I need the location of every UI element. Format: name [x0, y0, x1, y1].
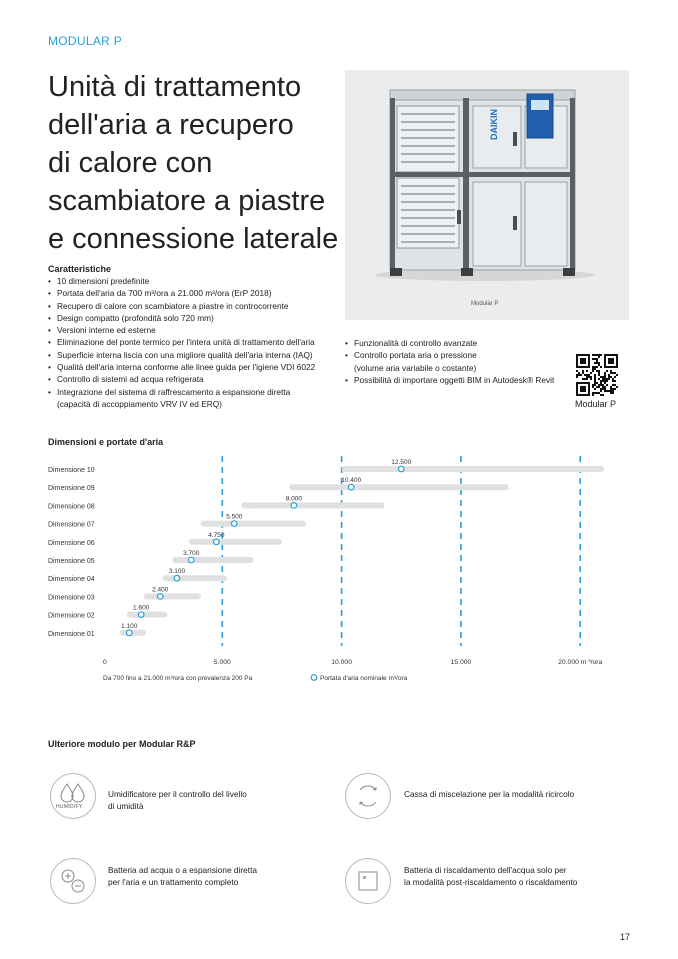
- module-text-line: Batteria ad acqua o a espansione diretta: [108, 865, 257, 875]
- nominal-label: 10.400: [341, 477, 362, 485]
- feature-item: • 10 dimensioni predefinite: [48, 275, 315, 287]
- category-label: Dimensione 01: [48, 630, 95, 638]
- nominal-label: 2.400: [152, 586, 169, 594]
- features-title: Caratteristiche: [48, 264, 112, 274]
- nominal-label: 1.100: [121, 622, 138, 630]
- nominal-label: 4.750: [208, 531, 225, 539]
- module-text-line: di umidità: [108, 801, 144, 812]
- legend-label: Portata d'aria nominale m³/ora: [320, 675, 408, 682]
- photo-caption: Modular P: [471, 301, 499, 307]
- humidify-icon-label: HUMIDIFY: [56, 804, 83, 810]
- module-text-line: Umidificatore per il controllo del livello: [108, 789, 247, 799]
- chart-title: Dimensioni e portate d'aria: [48, 437, 164, 447]
- feature-item: • Versioni interne ed esterne: [48, 324, 315, 336]
- legend-marker: [311, 675, 317, 681]
- nominal-point: [231, 521, 237, 527]
- plus-minus-icon: [50, 858, 96, 904]
- nominal-point: [126, 630, 132, 636]
- module-description: [404, 864, 634, 889]
- title-line: e connessione laterale: [48, 223, 339, 255]
- feature-item: • Controllo portata aria o pressione: [345, 349, 554, 361]
- x-tick-label: 0: [103, 659, 107, 666]
- nominal-point: [348, 484, 354, 490]
- nominal-label: 3.700: [183, 550, 200, 557]
- range-bar: [241, 502, 384, 508]
- feature-item: • Qualità dell'aria interna conforme alle linee guida per l'igiene VDI 6022: [48, 361, 315, 373]
- range-bar: [120, 630, 146, 636]
- module-description: [108, 788, 298, 813]
- category-label: Dimensione 06: [48, 539, 95, 547]
- heater-icon: [345, 858, 391, 904]
- range-bar: [201, 521, 306, 527]
- page-number: 17: [620, 932, 631, 942]
- feature-item: • Possibilità di importare oggetti BIM in Autodesk® Revit: [345, 374, 554, 386]
- category-label: Dimensione 07: [48, 521, 95, 529]
- range-bar: [189, 539, 282, 545]
- nominal-point: [291, 503, 297, 509]
- range-bar: [144, 593, 201, 599]
- title-line: Unità di trattamento: [48, 71, 302, 103]
- qr-code-icon[interactable]: [576, 354, 618, 396]
- feature-item-continuation: (volume aria variabile o costante): [354, 362, 477, 373]
- nominal-label: 8.000: [285, 495, 303, 503]
- range-bar: [163, 575, 227, 581]
- category-label: Dimensione 04: [48, 576, 95, 584]
- feature-item: • Funzionalità di controllo avanzate: [345, 337, 554, 349]
- features-list-left: [48, 275, 315, 410]
- module-text-line: per l'aria e un trattamento completo: [108, 877, 239, 888]
- feature-item: • Eliminazione del ponte termico per l'intera unità di trattamento dell'aria: [48, 336, 315, 348]
- nominal-point: [157, 594, 163, 600]
- feature-item: • Recupero di calore con scambiatore a piastre in controcorrente: [48, 300, 315, 312]
- feature-item: • Superficie interna liscia con una migliore qualità dell'aria interna (IAQ): [48, 349, 315, 361]
- module-description: [404, 788, 624, 800]
- nominal-label: 1.600: [133, 604, 150, 612]
- range-bar: [289, 484, 509, 490]
- range-bar: [127, 612, 168, 618]
- module-text-line: Batteria di riscaldamento dell'acqua solo per: [404, 865, 567, 875]
- title-line: di calore con: [48, 147, 213, 179]
- category-label: Dimensione 09: [48, 485, 95, 493]
- features-list-right: [345, 337, 554, 386]
- x-tick-label: 15.000: [450, 659, 472, 666]
- feature-item: • Controllo di sistemi ad acqua refrigerata: [48, 373, 315, 385]
- feature-item: • Design compatto (profondità solo 720 mm): [48, 312, 315, 324]
- nominal-point: [174, 575, 180, 581]
- module-description: [108, 864, 298, 889]
- x-tick-label: 5.000: [213, 659, 231, 666]
- feature-item-continuation: (capacità di accoppiamento VRV IV ed ERQ): [57, 398, 222, 409]
- airflow-range-chart: [0, 448, 678, 688]
- svg-text:DAIKIN: DAIKIN: [489, 109, 499, 140]
- module-text-line: la modalità post-riscaldamento o riscaldamento: [404, 877, 578, 888]
- title-line: dell'aria a recupero: [48, 109, 294, 141]
- nominal-label: 3.100: [168, 568, 186, 576]
- nominal-point: [138, 612, 144, 618]
- legend-label: Da 700 fino a 21.000 m³/ora con prevalenza 200 Pa: [103, 675, 253, 682]
- humidify-icon: [50, 773, 96, 819]
- product-photo: [345, 70, 629, 320]
- category-label: Dimensione 03: [48, 594, 95, 602]
- category-label: Dimensione 10: [48, 467, 95, 474]
- range-bar: [172, 557, 253, 563]
- recirculation-icon: [345, 773, 391, 819]
- nominal-point: [188, 557, 194, 563]
- nominal-label: 12.500: [391, 459, 412, 466]
- title-line: scambiatore a piastre: [48, 185, 326, 217]
- category-label: Dimensione 05: [48, 558, 95, 565]
- nominal-point: [214, 539, 220, 545]
- module-text-line: Cassa di miscelazione per la modalità ricircolo: [404, 789, 575, 799]
- category-label: Dimensione 08: [48, 503, 95, 511]
- nominal-label: 5.500: [226, 513, 243, 521]
- section-tag: MODULAR P: [48, 34, 123, 48]
- modules-title: Ulteriore modulo per Modular R&P: [48, 739, 196, 749]
- x-tick-label: 20.000 m ³/ora: [558, 659, 603, 666]
- range-bar: [342, 466, 604, 472]
- nominal-point: [398, 466, 404, 472]
- feature-item: • Integrazione del sistema di raffrescamento a espansione diretta: [48, 386, 315, 398]
- qr-label: Modular P: [575, 399, 617, 409]
- air-handling-unit-illustration: [345, 70, 629, 320]
- page-title: [48, 68, 348, 258]
- category-label: Dimensione 02: [48, 612, 95, 620]
- feature-item: • Portata dell'aria da 700 m³/ora a 21.000 m³/ora (ErP 2018): [48, 287, 315, 299]
- x-tick-label: 10.000: [331, 659, 353, 666]
